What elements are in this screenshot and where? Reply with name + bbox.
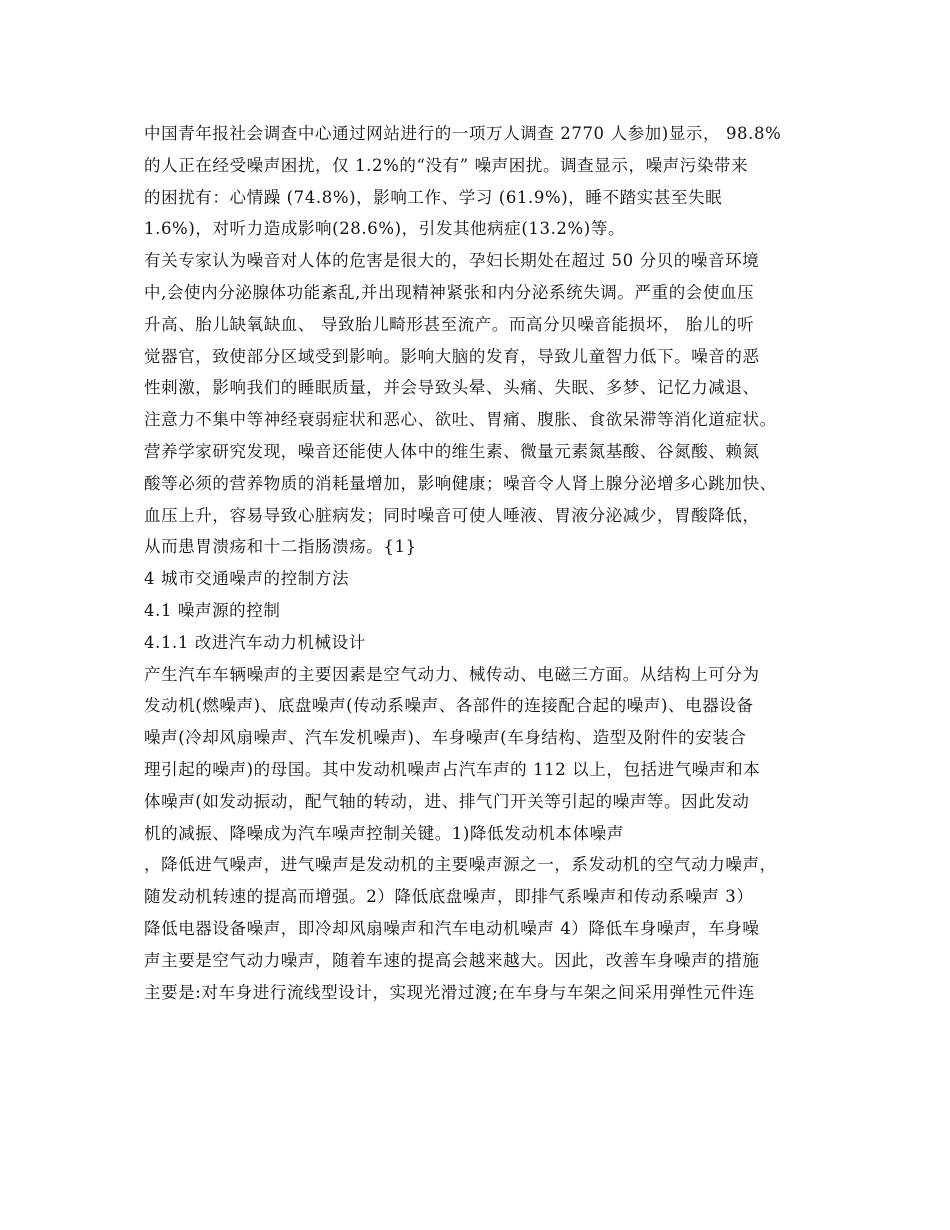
text-line: 中,会使内分泌腺体功能紊乱,并出现精神紧张和内分泌系统失调。严重的会使血压 [144,282,755,302]
document-body [144,118,844,1008]
text-line: 1.6%)，对听力造成影响(28.6%)，引发其他病症(13.2%)等。 [144,219,626,239]
text-line: 中国青年报社会调查中心通过网站进行的一项万人调查 2770 人参加)显示， 98.8% [144,124,782,143]
text-line: 营养学家研究发现，噪音还能使人体中的维生素、微量元素氮基酸、谷氮酸、赖氮 [144,441,760,461]
text-line: 随发动机转速的提高而增强。2）降低底盘噪声，即排气系噪声和传动系噪声 3） [144,887,754,907]
text-line: 产生汽车车辆噪声的主要因素是空气动力、械传动、电磁三方面。从结构上可分为 [144,664,760,684]
text-line: 性刺激，影响我们的睡眠质量，并会导致头晕、头痛、失眠、多梦、记忆力减退、 [144,378,760,398]
text-line: 声主要是空气动力噪声，随着车速的提高会越来越大。因此，改善车身噪声的措施 [144,950,760,970]
text-line: 降低电器设备噪声，即冷却风扇噪声和汽车电动机噪声 4）降低车身噪声，车身噪 [144,918,760,938]
text-line: ，降低进气噪声，进气噪声是发动机的主要噪声源之一，系发动机的空气动力噪声， [144,855,777,875]
text-line: 有关专家认为噪音对人体的危害是很大的，孕妇长期处在超过 50 分贝的噪音环境 [144,251,760,271]
text-line: 的困扰有：心情躁 (74.8%)，影响工作、学习 (61.9%)，睡不踏实甚至失眠 [144,187,723,207]
text-line: 理引起的噪声)的母国。其中发动机噪声占汽车声的 112 以上，包括进气噪声和本 [144,759,761,779]
text-line: 血压上升，容易导致心脏病发；同时噪音可使人唾液、胃液分泌减少，胃酸降低， [144,505,760,525]
section-heading: 4 城市交通噪声的控制方法 [144,569,350,589]
text-line: 发动机(燃噪声)、底盘噪声(传动系噪声、各部件的连接配合起的噪声)、电器设备 [144,696,754,716]
text-line: 体噪声(如发动振动，配气轴的转动，进、排气门开关等引起的噪声等。因此发动 [144,791,750,811]
text-line: 升高、胎儿缺氧缺血、 导致胎儿畸形甚至流产。而高分贝噪音能损坏， 胎儿的听 [144,314,755,334]
text-line: 从而患胃溃疡和十二指肠溃疡。{1} [144,537,417,557]
text-line: 酸等必须的营养物质的消耗量增加，影响健康；噪音令人肾上腺分泌增多心跳加快、 [144,473,777,493]
text-line: 觉器官，致使部分区域受到影响。影响大脑的发育，导致儿童智力低下。噪音的恶 [144,346,760,366]
text-line: 噪声(冷却风扇噪声、汽车发机噪声)、车身噪声(车身结构、造型及附件的安装合 [144,728,747,748]
text-line: 注意力不集中等神经衰弱症状和恶心、欲吐、胃痛、腹胀、食欲呆滞等消化道症状。 [144,410,777,430]
text-line: 的人正在经受噪声困扰，仅 1.2%的“没有” 噪声困扰。调查显示，噪声污染带来 [144,155,749,175]
text-line: 主要是:对车身进行流线型设计，实现光滑过渡;在车身与车架之间采用弹性元件连 [144,982,755,1002]
subsubsection-heading: 4.1.1 改进汽车动力机械设计 [144,632,366,652]
subsection-heading: 4.1 噪声源的控制 [144,600,281,620]
text-line: 机的减振、降噪成为汽车噪声控制关键。1)降低发动机本体噪声 [144,823,624,843]
